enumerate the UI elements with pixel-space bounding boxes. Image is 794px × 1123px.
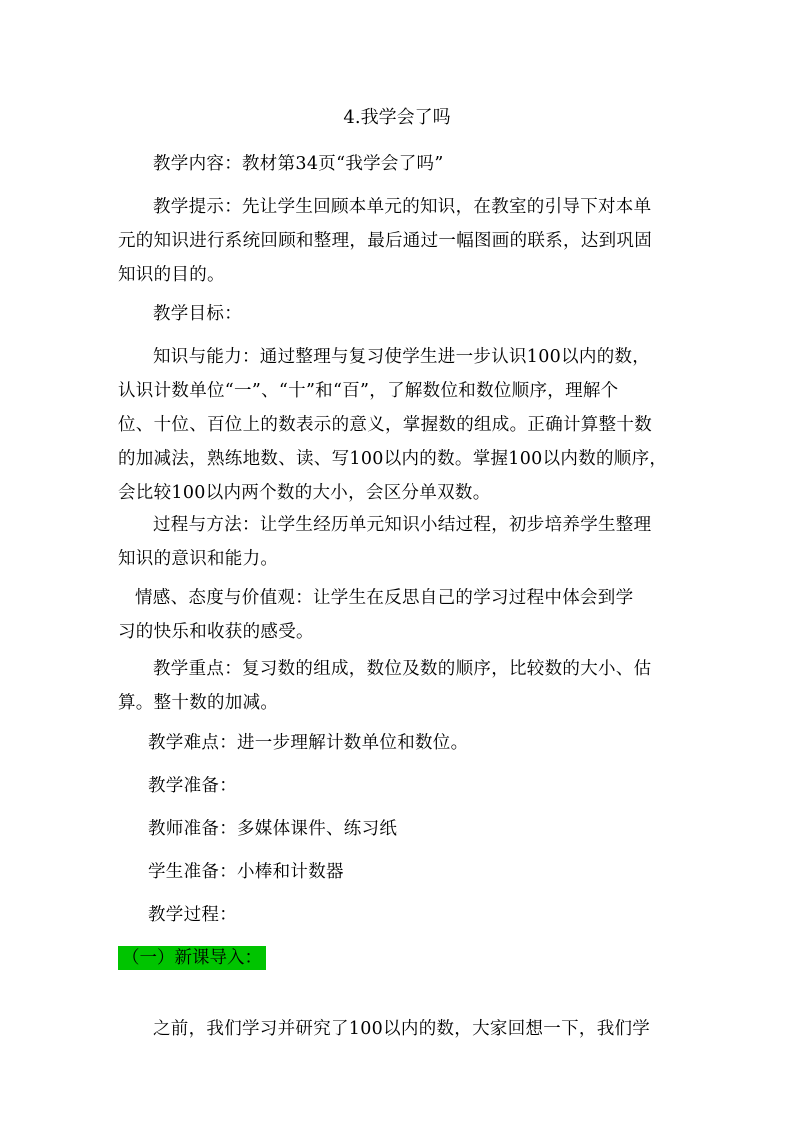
knowledge-ability: 知识与能力：通过整理与复习使学生进一步认识100以内的数， 认识计数单位“一”、“十”和“百”，了解数位和数位顺序，理解个 位、十位、百位上的数表示的意义，掌握数的组成。正确计算整十数 的加减法，熟练地数、读、写100以内的数。掌握100以内数的顺序， 会比较100以内两个数的大小，会区分单双数。 [118,347,668,503]
process-method: 过程与方法：让学生经历单元知识小结过程，初步培养学生整理 知识的意识和能力。 [118,515,652,569]
section-heading-intro: （一）新课导入： [118,946,266,970]
process-heading: 教学过程： [148,905,237,925]
teacher-prep: 教师准备：多媒体课件、练习纸 [148,819,398,839]
emotion-attitude: 情感、态度与价值观：让学生在反思自己的学习过程中体会到学 习的快乐和收获的感受。 [118,588,634,642]
difficulty: 教学难点：进一步理解计数单位和数位。 [148,733,469,753]
key-points: 教学重点：复习数的组成，数位及数的顺序，比较数的大小、估 算。整十数的加减。 [118,659,652,713]
prep-heading: 教学准备： [148,776,237,796]
lesson-title: 4.我学会了吗 [343,107,451,128]
teaching-content: 教学内容：教材第34页“我学会了吗” [153,154,444,174]
teaching-hint: 教学提示：先让学生回顾本单元的知识，在教室的引导下对本单 元的知识进行系统回顾和整理，最后通过一幅图画的联系，达到巩固 知识的目的。 [118,197,652,285]
student-prep: 学生准备：小棒和计数器 [148,862,344,882]
goals-heading: 教学目标： [153,304,242,324]
intro-paragraph: 之前，我们学习并研究了100以内的数，大家回想一下，我们学 [153,1019,651,1039]
